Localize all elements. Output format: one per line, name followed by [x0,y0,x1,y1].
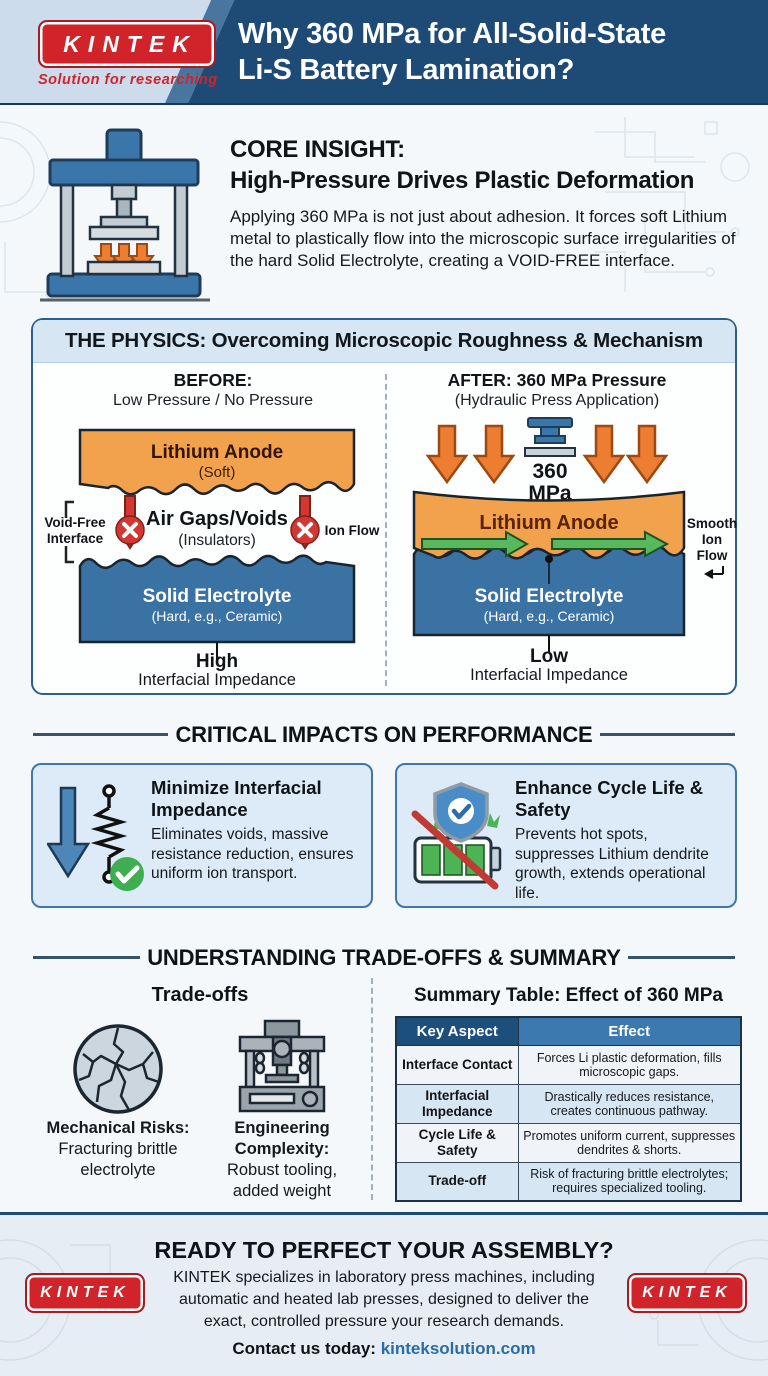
tradeoff-item-body: Robust tooling, added weight [226,1161,338,1200]
gap-sub: (Insulators) [178,532,256,549]
before-heading: BEFORE: [173,370,253,390]
battery-shield-icon [407,780,513,896]
before-electrolyte-sub: (Hard, e.g., Ceramic) [151,608,283,624]
check-circle-icon [110,857,144,891]
title-rule-right [628,956,735,959]
before-anode-label: Lithium Anode [150,442,284,463]
shield-check-icon [435,784,487,841]
table-header-key-aspect: Key Aspect [396,1017,518,1046]
after-impedance-word: Low [530,646,568,667]
table-cell-effect: Forces Li plastic deformation, fills microscopic gaps. [518,1046,741,1085]
down-arrow-icon [48,788,88,876]
tradeoff-item-engineering [202,1118,362,1202]
logo-tagline: Solution for researching [38,72,218,88]
impedance-resistor-icon [47,782,147,894]
after-heading: AFTER: 360 MPa Pressure [447,370,667,390]
kintek-logo-text: KINTEK [40,1284,130,1301]
tradeoffs-section-title: UNDERSTANDING TRADE-OFFS & SUMMARY [147,945,621,970]
core-insight-body: Applying 360 MPa is not just about adhesion. It forces soft Lithium metal to plastically flow into the microscopic surface irregularities of the hard Solid Electrolyte, creating a VOID-FREE interface. [230,207,736,270]
tradeoff-item-title: Engineering Complexity: [234,1119,330,1158]
impact-card-safety [395,763,737,908]
core-insight-heading1: CORE INSIGHT: [230,136,405,163]
kintek-logo [627,1273,747,1313]
tradeoffs-divider [371,978,373,1200]
after-anode-label: Lithium Anode [479,512,619,534]
table-header-row [396,1017,741,1046]
kintek-logo [25,1273,145,1313]
impact-card-title: Minimize Interfacial Impedance [151,777,322,820]
after-side-label-1: Smooth [686,516,738,531]
footer-heading: READY TO PERFECT YOUR ASSEMBLY? [154,1237,614,1263]
gap-label: Air Gaps/Voids [146,508,288,530]
after-side-label-3: Flow [696,548,728,563]
physics-card [31,318,737,695]
page-title-line1: Why 360 MPa for All-Solid-State [238,18,666,50]
impact-card-body: Eliminates voids, massive resistance reduction, ensures uniform ion transport. [151,826,354,882]
before-impedance-label: Interfacial Impedance [138,671,296,689]
footer-cta [0,1212,768,1376]
before-left-label-2: Interface [46,531,104,546]
before-electrolyte-label: Solid Electrolyte [142,586,292,607]
table-row [396,1046,741,1085]
page-title-line2: Li-S Battery Lamination? [238,54,574,86]
after-electrolyte-sub: (Hard, e.g., Ceramic) [483,608,615,624]
impact-card-title: Enhance Cycle Life & Safety [515,777,704,820]
impact-card-body: Prevents hot spots, suppresses Lithium dendrite growth, extends operational life. [515,826,709,902]
table-cell-key: Trade-off [396,1163,518,1201]
table-cell-effect: Risk of fracturing brittle electrolytes; requires specialized tooling. [518,1163,741,1201]
tradeoff-item-mechanical [28,1118,208,1181]
table-row [396,1124,741,1163]
after-subheading: (Hydraulic Press Application) [454,392,660,409]
contact-link[interactable]: kinteksolution.com [380,1339,536,1358]
pressure-value: 360 [532,460,568,483]
table-header-effect: Effect [518,1017,741,1046]
before-subheading: Low Pressure / No Pressure [112,392,314,409]
table-cell-key: Interfacial Impedance [396,1085,518,1124]
table-cell-key: Interface Contact [396,1046,518,1085]
table-cell-effect: Promotes uniform current, suppresses dendrites & shorts. [518,1124,741,1163]
tradeoff-item-title: Mechanical Risks: [46,1119,190,1137]
impact-card-impedance [31,763,373,908]
after-diagram [392,412,742,692]
page-title [238,16,758,88]
physics-card-title: THE PHYSICS: Overcoming Microscopic Roughness & Mechanism [33,320,735,363]
core-insight-heading2: High-Pressure Drives Plastic Deformation [230,167,695,194]
hydraulic-press-icon [28,120,220,308]
summary-table-heading: Summary Table: Effect of 360 MPa [413,985,724,1006]
footer-body: KINTEK specializes in laboratory press machines, including automatic and heated lab presses, designed to deliver the exact, controlled pressure your research demands. [173,1269,595,1330]
impacts-section-title: CRITICAL IMPACTS ON PERFORMANCE [175,722,593,747]
before-left-label-1: Void-Free [44,515,106,530]
tradeoffs-heading: Trade-offs [151,984,249,1006]
after-electrolyte-label: Solid Electrolyte [474,586,624,607]
return-arrow-icon [706,566,723,578]
table-row [396,1085,741,1124]
footer-contact [0,1339,768,1359]
pressure-unit: MPa [528,482,572,505]
kintek-logo [38,20,216,68]
cracked-sphere-icon [71,1022,165,1116]
table-cell-effect: Drastically reduces resistance, creates continuous pathway. [518,1085,741,1124]
after-side-label-2: Ion [701,532,723,547]
before-right-label: Ion Flow [324,523,380,538]
tradeoff-item-body: Fracturing brittle electrolyte [58,1140,178,1179]
kintek-logo-text: KINTEK [642,1284,732,1301]
after-impedance-label: Interfacial Impedance [470,666,628,684]
before-anode-sub: (Soft) [198,464,236,481]
title-rule-right [600,733,735,736]
contact-label: Contact us today: [232,1339,376,1358]
table-cell-key: Cycle Life & Safety [396,1124,518,1163]
before-diagram [42,420,387,690]
table-row [396,1163,741,1201]
header-banner [0,0,768,105]
kintek-logo-text: KINTEK [63,30,197,57]
press-ram-icon [525,418,575,456]
summary-table [395,1016,742,1202]
before-impedance-word: High [195,651,239,672]
press-machine-icon [232,1018,332,1116]
